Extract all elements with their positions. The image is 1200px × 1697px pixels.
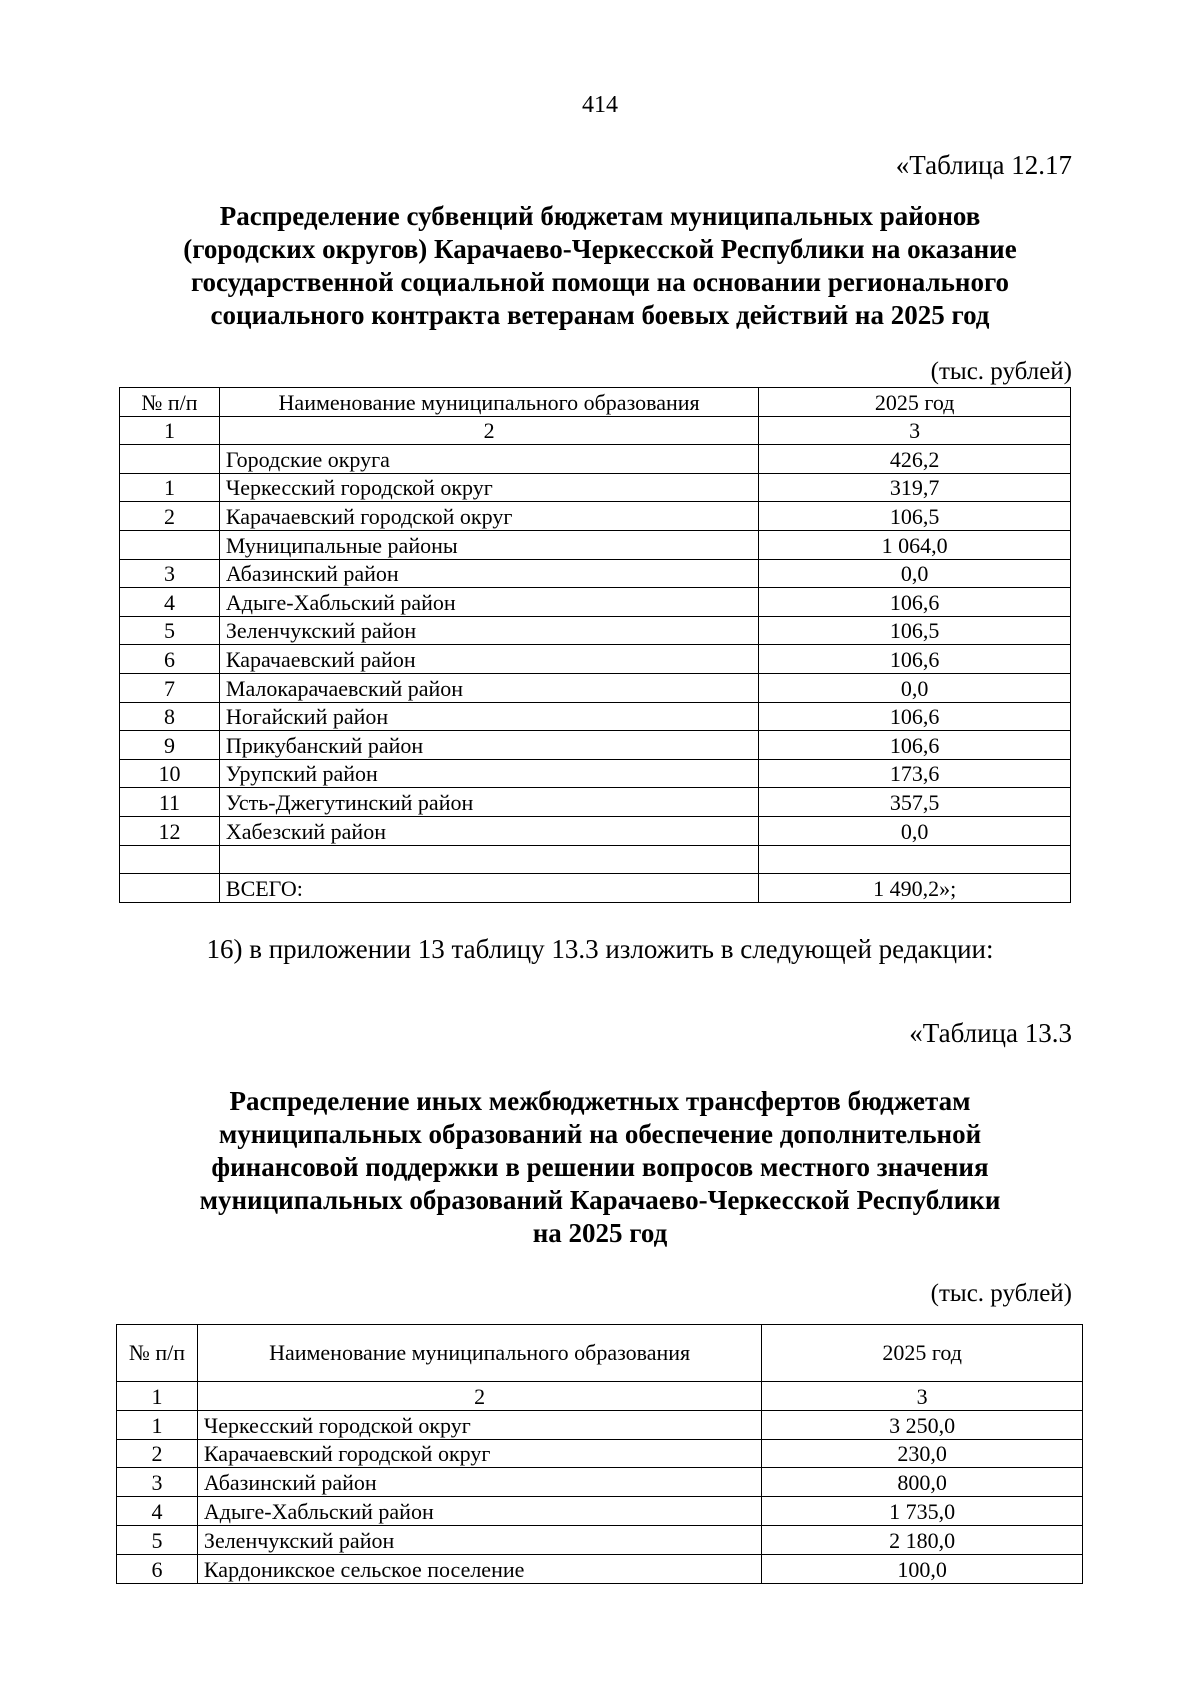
row-name: Малокарачаевский район bbox=[219, 673, 758, 702]
col-number: 2 bbox=[197, 1382, 761, 1411]
row-num: 7 bbox=[120, 673, 220, 702]
table-row bbox=[120, 588, 1071, 617]
row-value: 426,2 bbox=[759, 445, 1071, 474]
title-line: Распределение субвенций бюджетам муниципальных районов bbox=[219, 201, 981, 231]
row-value: 0,0 bbox=[759, 673, 1071, 702]
header-num: № п/п bbox=[120, 388, 220, 417]
row-name: Адыге-Хабльский район bbox=[197, 1497, 761, 1526]
section2-title bbox=[150, 1085, 1050, 1250]
title-line: муниципальных образований Карачаево-Черкесской Республики bbox=[199, 1185, 1001, 1215]
row-name: Адыге-Хабльский район bbox=[219, 588, 758, 617]
column-number-row bbox=[117, 1382, 1083, 1411]
row-name: Абазинский район bbox=[219, 559, 758, 588]
row-num: 6 bbox=[120, 645, 220, 674]
table-row bbox=[117, 1468, 1083, 1497]
row-num: 4 bbox=[117, 1497, 198, 1526]
row-name: Зеленчукский район bbox=[219, 616, 758, 645]
row-value: 319,7 bbox=[759, 473, 1071, 502]
col-number: 1 bbox=[117, 1382, 198, 1411]
table-row bbox=[117, 1410, 1083, 1439]
row-value: 357,5 bbox=[759, 788, 1071, 817]
row-value: 106,6 bbox=[759, 588, 1071, 617]
row-name: Хабезский район bbox=[219, 816, 758, 845]
section1-title bbox=[150, 200, 1050, 332]
column-number-row bbox=[120, 416, 1071, 445]
col-number: 2 bbox=[219, 416, 758, 445]
row-value: 800,0 bbox=[762, 1468, 1083, 1497]
row-value: 106,6 bbox=[759, 702, 1071, 731]
table-row bbox=[117, 1554, 1083, 1583]
total-value: 1 490,2»; bbox=[759, 874, 1071, 903]
row-num: 1 bbox=[117, 1410, 198, 1439]
title-line: Распределение иных межбюджетных трансфертов бюджетам bbox=[229, 1086, 971, 1116]
table-row bbox=[120, 473, 1071, 502]
col-number: 1 bbox=[120, 416, 220, 445]
table-row bbox=[117, 1525, 1083, 1554]
header-name: Наименование муниципального образования bbox=[197, 1325, 761, 1382]
row-name: Зеленчукский район bbox=[197, 1525, 761, 1554]
header-num: № п/п bbox=[117, 1325, 198, 1382]
row-name: Абазинский район bbox=[197, 1468, 761, 1497]
row-num: 6 bbox=[117, 1554, 198, 1583]
title-line: финансовой поддержки в решении вопросов местного значения bbox=[211, 1152, 989, 1182]
row-value: 173,6 bbox=[759, 759, 1071, 788]
row-name: Кардоникское сельское поселение bbox=[197, 1554, 761, 1583]
table-row bbox=[117, 1497, 1083, 1526]
row-num: 4 bbox=[120, 588, 220, 617]
row-num: 3 bbox=[117, 1468, 198, 1497]
table-ref-13-3: «Таблица 13.3 bbox=[909, 1018, 1072, 1048]
header-year: 2025 год bbox=[759, 388, 1071, 417]
table-row bbox=[120, 731, 1071, 760]
row-num: 10 bbox=[120, 759, 220, 788]
table-row bbox=[120, 788, 1071, 817]
row-value: 106,5 bbox=[759, 502, 1071, 531]
row-num bbox=[120, 530, 220, 559]
table-row bbox=[120, 616, 1071, 645]
row-value: 0,0 bbox=[759, 816, 1071, 845]
row-name: Черкесский городской округ bbox=[197, 1410, 761, 1439]
header-year: 2025 год bbox=[762, 1325, 1083, 1382]
unit-label: (тыс. рублей) bbox=[930, 358, 1072, 385]
table-row bbox=[117, 1439, 1083, 1468]
table-row bbox=[120, 645, 1071, 674]
row-num bbox=[120, 845, 220, 874]
subventions-table bbox=[119, 387, 1071, 903]
header-row bbox=[120, 388, 1071, 417]
title-line: на 2025 год bbox=[532, 1218, 668, 1248]
transfers-table bbox=[116, 1324, 1083, 1584]
unit-label: (тыс. рублей) bbox=[930, 1280, 1072, 1307]
col-number: 3 bbox=[762, 1382, 1083, 1411]
title-line: (городских округов) Карачаево-Черкесской Республики на оказание bbox=[183, 234, 1017, 264]
instruction-text: 16) в приложении 13 таблицу 13.3 изложить в следующей редакции: bbox=[206, 934, 994, 964]
row-value: 0,0 bbox=[759, 559, 1071, 588]
row-num: 1 bbox=[120, 473, 220, 502]
row-num: 5 bbox=[117, 1525, 198, 1554]
row-value: 3 250,0 bbox=[762, 1410, 1083, 1439]
row-name: Прикубанский район bbox=[219, 731, 758, 760]
table-row bbox=[120, 530, 1071, 559]
row-num bbox=[120, 874, 220, 903]
row-value: 1 735,0 bbox=[762, 1497, 1083, 1526]
row-name bbox=[219, 845, 758, 874]
row-name: Карачаевский городской округ bbox=[219, 502, 758, 531]
row-num: 11 bbox=[120, 788, 220, 817]
table-row bbox=[120, 559, 1071, 588]
row-value: 106,5 bbox=[759, 616, 1071, 645]
page-number: 414 bbox=[582, 92, 618, 118]
row-value: 2 180,0 bbox=[762, 1525, 1083, 1554]
table-row bbox=[120, 816, 1071, 845]
col-number: 3 bbox=[759, 416, 1071, 445]
row-num: 12 bbox=[120, 816, 220, 845]
row-num: 5 bbox=[120, 616, 220, 645]
row-num: 9 bbox=[120, 731, 220, 760]
table-row bbox=[120, 445, 1071, 474]
row-value bbox=[759, 845, 1071, 874]
row-num: 3 bbox=[120, 559, 220, 588]
table-row bbox=[120, 759, 1071, 788]
row-value: 100,0 bbox=[762, 1554, 1083, 1583]
row-name: Усть-Джегутинский район bbox=[219, 788, 758, 817]
row-num: 2 bbox=[120, 502, 220, 531]
row-name: Городские округа bbox=[219, 445, 758, 474]
total-label: ВСЕГО: bbox=[219, 874, 758, 903]
header-name: Наименование муниципального образования bbox=[219, 388, 758, 417]
row-name: Черкесский городской округ bbox=[219, 473, 758, 502]
title-line: муниципальных образований на обеспечение дополнительной bbox=[218, 1119, 982, 1149]
table-row bbox=[120, 673, 1071, 702]
row-value: 106,6 bbox=[759, 645, 1071, 674]
total-row bbox=[120, 874, 1071, 903]
row-num: 8 bbox=[120, 702, 220, 731]
row-name: Карачаевский городской округ bbox=[197, 1439, 761, 1468]
title-line: социального контракта ветеранам боевых действий на 2025 год bbox=[210, 300, 990, 330]
empty-row bbox=[120, 845, 1071, 874]
header-row bbox=[117, 1325, 1083, 1382]
row-value: 106,6 bbox=[759, 731, 1071, 760]
table-row bbox=[120, 502, 1071, 531]
table-ref-12-17: «Таблица 12.17 bbox=[895, 150, 1072, 180]
row-name: Карачаевский район bbox=[219, 645, 758, 674]
row-name: Ногайский район bbox=[219, 702, 758, 731]
row-num: 2 bbox=[117, 1439, 198, 1468]
row-num bbox=[120, 445, 220, 474]
table-row bbox=[120, 702, 1071, 731]
row-name: Урупский район bbox=[219, 759, 758, 788]
title-line: государственной социальной помощи на основании регионального bbox=[190, 267, 1010, 297]
row-name: Муниципальные районы bbox=[219, 530, 758, 559]
row-value: 230,0 bbox=[762, 1439, 1083, 1468]
row-value: 1 064,0 bbox=[759, 530, 1071, 559]
